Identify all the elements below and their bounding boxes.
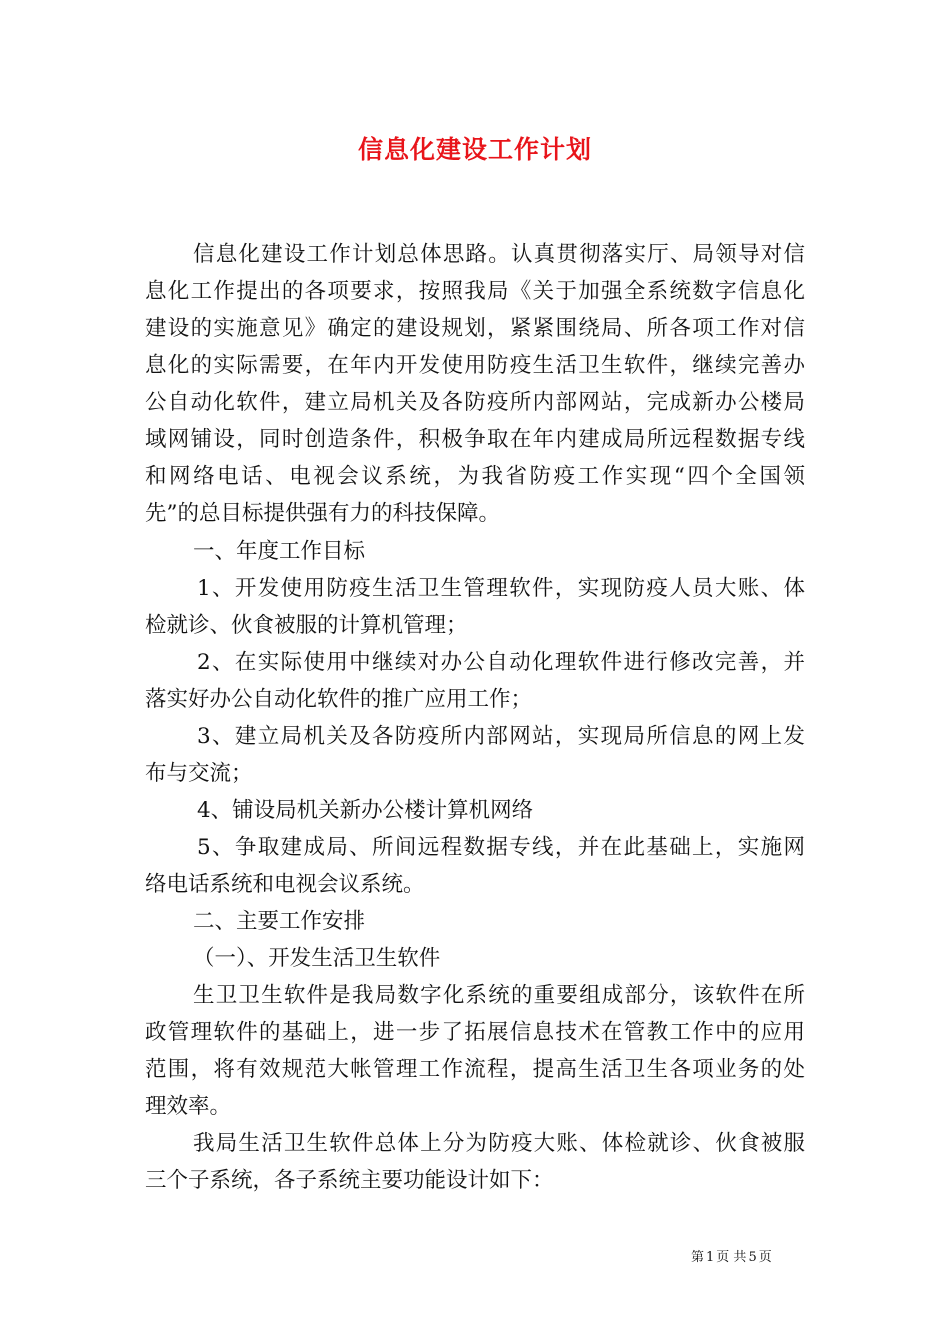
paragraph-line: 公自动化软件，建立局机关及各防疫所内部网站，完成新办公楼局 [145, 390, 805, 415]
list-item-line: 1、开发使用防疫生活卫生管理软件，实现防疫人员大账、体 [197, 576, 805, 601]
section-heading: 一、年度工作目标 [193, 539, 366, 564]
paragraph-line: 息化工作提出的各项要求，按照我局《关于加强全系统数字信息化 [145, 279, 805, 304]
page-mid: 页 共 [716, 1250, 747, 1265]
paragraph-line: 域网铺设，同时创造条件，积极争取在年内建成局所远程数据专线 [145, 427, 805, 452]
list-item-line: 3、建立局机关及各防疫所内部网站，实现局所信息的网上发 [197, 724, 805, 749]
list-item-line: 2、在实际使用中继续对办公自动化理软件进行修改完善，并 [197, 650, 805, 675]
list-item-line: 4、铺设局机关新办公楼计算机网络 [197, 798, 534, 823]
paragraph-line: 范围，将有效规范大帐管理工作流程，提高生活卫生各项业务的处 [145, 1057, 805, 1082]
paragraph-line: 先”的总目标提供强有力的科技保障。 [145, 501, 500, 526]
paragraph-line: 政管理软件的基础上，进一步了拓展信息技术在管教工作中的应用 [145, 1020, 805, 1045]
page-current: 1 [706, 1250, 715, 1265]
paragraph-line: 和网络电话、电视会议系统，为我省防疫工作实现“四个全国领 [145, 464, 805, 489]
paragraph-line: 理效率。 [145, 1094, 232, 1119]
paragraph-line: 我局生活卫生软件总体上分为防疫大账、体检就诊、伙食被服 [193, 1131, 805, 1156]
document-title: 信息化建设工作计划 [357, 135, 592, 164]
paragraph-line: 生卫卫生软件是我局数字化系统的重要组成部分，该软件在所 [193, 983, 805, 1008]
list-item-line: 络电话系统和电视会议系统。 [145, 872, 425, 897]
page-suffix: 页 [758, 1250, 772, 1265]
paragraph-line: 信息化建设工作计划总体思路。认真贯彻落实厅、局领导对信 [193, 242, 805, 267]
paragraph-line: 息化的实际需要，在年内开发使用防疫生活卫生软件，继续完善办 [145, 353, 805, 378]
page-number-footer [690, 1246, 810, 1265]
list-item-line: 检就诊、伙食被服的计算机管理； [145, 613, 468, 638]
subsection-heading: （一）、开发生活卫生软件 [193, 946, 441, 971]
list-item-line: 布与交流； [145, 761, 253, 786]
paragraph-line: 三个子系统，各子系统主要功能设计如下： [145, 1168, 554, 1193]
page-total: 5 [748, 1250, 757, 1265]
section-heading: 二、主要工作安排 [193, 909, 366, 934]
list-item-line: 5、争取建成局、所间远程数据专线，并在此基础上，实施网 [197, 835, 805, 860]
paragraph-line: 建设的实施意见》确定的建设规划，紧紧围绕局、所各项工作对信 [145, 316, 805, 341]
page-prefix: 第 [691, 1250, 705, 1265]
list-item-line: 落实好办公自动化软件的推广应用工作； [145, 687, 533, 712]
